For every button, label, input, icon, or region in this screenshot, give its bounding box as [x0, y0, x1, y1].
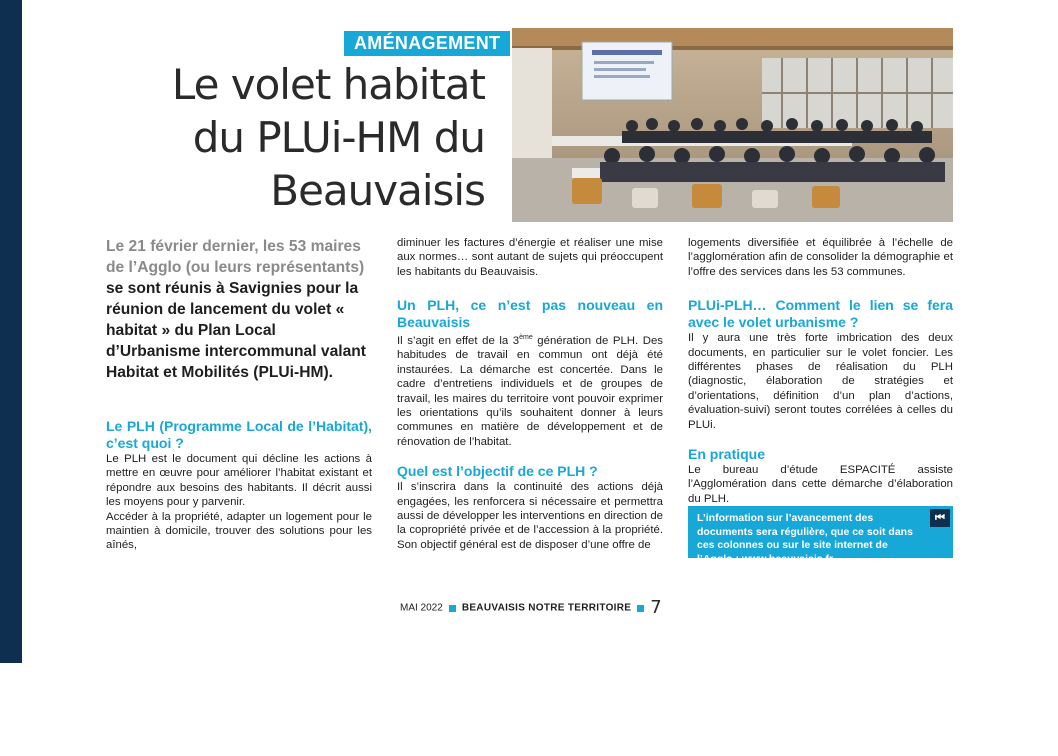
generation-text-end: génération de PLH. Des habitudes de travail en commun ont déjà été instaurées. La démarche est concertée. Dans le cadre d’entretiens individuels et de groupes de travail, les maires du territoire vont pouvoir exprimer les orientations qu’ils souhaitent donner à leurs communes en matière de développement et de rénovation de l’habitat.	[397, 335, 663, 448]
title-line-3: Beauvaisis	[270, 166, 485, 215]
plh-not-new-heading: Un PLH, ce n’est pas nouveau en Beauvaisis	[397, 297, 663, 331]
plh-objective-heading: Quel est l’objectif de ce PLH ?	[397, 463, 598, 480]
generation-text-start: Il s’agit en effet de la 3	[397, 335, 520, 348]
page-footer	[400, 599, 680, 618]
column-1	[106, 418, 372, 553]
column-3	[688, 236, 953, 506]
topics-continuation-text: diminuer les factures d’énergie et réaliser une mise aux normes… sont autant de sujets qui préoccupent les habitants du Beauvaisis.	[397, 237, 663, 278]
housing-offer-text: logements diversifiée et équilibrée à l’échelle de l’agglomération afin de consolider la démographie et l’offre des services dans les 53 communes.	[688, 237, 953, 278]
plh-objective-text: Il s’inscrira dans la continuité des actions déjà engagées, les renforcera si nécessaire et permettra aussi de développer les interventions en direction de la copropriété privée et de l’accession à la propriété. Son objectif général est de disposer d’une offre de	[397, 481, 663, 551]
info-box	[688, 506, 953, 565]
lead-grey-part: Le 21 février dernier, les 53 maires de l’Agglo (ou leurs représentants)	[106, 238, 365, 276]
footer-square-2	[637, 605, 644, 612]
info-box-text: L’information sur l’avancement des documents sera régulière, que ce soit dans ces colonnes ou sur le site internet de l’Agglo : www.beauvaisis.fr.	[697, 512, 913, 565]
generation-superscript: ème	[519, 334, 533, 342]
section-tag: AMÉNAGEMENT	[344, 31, 510, 56]
page-number: 7	[650, 597, 662, 618]
footer-square-1	[449, 605, 456, 612]
plui-link-text: Il y aura une très forte imbrication des deux documents, en particulier sur le volet foncier. Les différentes phases de réalisation du PLH (diagnostic, élaboration de stratégies et d’orientations, définition d’un plan d’actions, évaluation-suivi) seront toutes corrélées à celles du PLUi.	[688, 332, 953, 431]
in-practice-heading: En pratique	[688, 446, 766, 463]
title-line-2: du PLUi-HM du	[192, 113, 485, 162]
column-2	[397, 236, 663, 552]
lead-paragraph	[106, 236, 374, 383]
meeting-photo	[512, 28, 953, 222]
article-title	[125, 58, 485, 217]
footer-brand: BEAUVAISIS NOTRE TERRITOIRE	[461, 602, 632, 614]
plh-definition-heading: Le PLH (Programme Local de l’Habitat), c’est quoi ?	[106, 418, 372, 451]
rewind-icon: ⏮	[930, 509, 950, 527]
plui-link-heading: PLUi-PLH… Comment le lien se fera avec le volet urbanisme ?	[688, 297, 953, 331]
title-line-1: Le volet habitat	[171, 60, 485, 109]
plh-not-new-text	[397, 331, 663, 449]
left-edge-bar	[0, 0, 22, 663]
in-practice-text: Le bureau d’étude ESPACITÉ assiste l’Agglomération dans cette démarche d’élaboration du PLH.	[688, 464, 953, 505]
plh-definition-text: Le PLH est le document qui décline les actions à mettre en œuvre pour améliorer l’habitat existant et répondre aux besoins des habitants. Il décrit aussi les moyens pour y parvenir.	[106, 453, 372, 509]
meeting-room-illustration	[512, 28, 953, 222]
footer-date: MAI 2022	[400, 602, 443, 614]
plh-topics-text: Accéder à la propriété, adapter un logement pour le maintien à domicile, trouver des solutions pour les aînés,	[106, 510, 372, 552]
lead-dark-part: se sont réunis à Savignies pour la réunion de lancement du volet « habitat » du Plan Local d’Urbanisme intercommunal valant Habitat et Mobilités (PLUi-HM).	[106, 280, 366, 381]
